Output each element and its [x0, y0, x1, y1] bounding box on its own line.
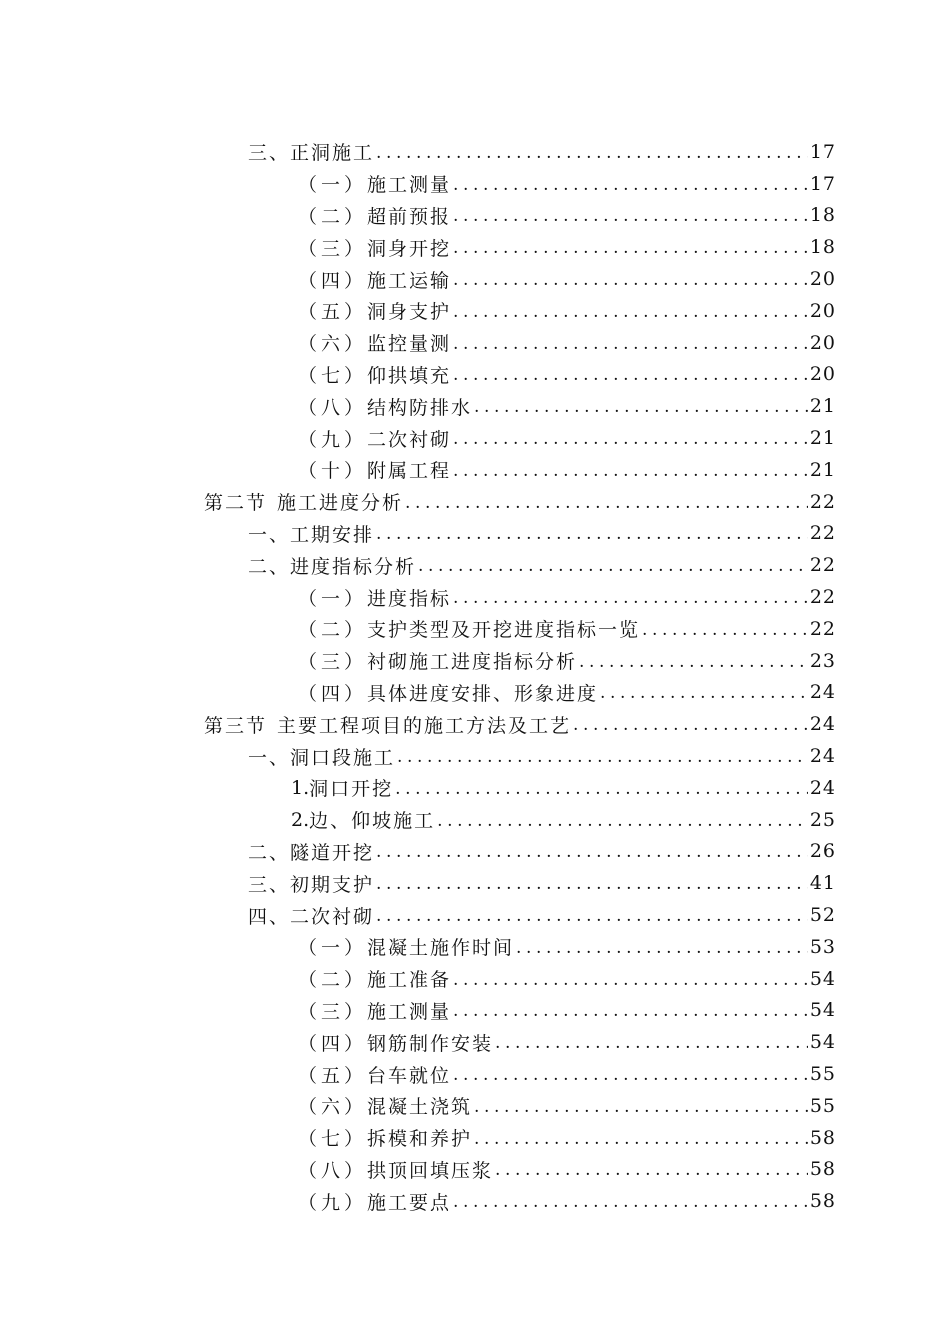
toc-entry-page-number: 23	[809, 649, 836, 672]
toc-entry[interactable]	[0, 645, 950, 677]
toc-entry-title: 洞口段施工	[290, 746, 396, 769]
toc-entry-number: （六）	[298, 333, 368, 356]
toc-dot-leader	[453, 334, 808, 359]
toc-entry-page-number: 22	[809, 554, 836, 577]
toc-entry-page-number: 52	[809, 904, 836, 927]
toc-entry-page-number: 54	[809, 1031, 836, 1054]
toc-entry-title: 钢筋制作安装	[367, 1032, 494, 1055]
toc-entry-number: （九）	[298, 1191, 368, 1214]
toc-entry-page-number: 18	[809, 204, 836, 227]
toc-entry[interactable]	[0, 231, 950, 263]
toc-entry[interactable]	[0, 454, 950, 486]
toc-entry-title: 工期安排	[290, 523, 375, 546]
toc-dot-leader	[405, 493, 808, 518]
toc-dot-leader	[453, 270, 808, 295]
toc-entry[interactable]	[0, 899, 950, 931]
toc-entry-page-number: 54	[809, 999, 836, 1022]
toc-entry-title: 边、仰坡施工	[309, 810, 436, 833]
toc-entry[interactable]	[0, 1058, 950, 1090]
toc-entry[interactable]	[0, 263, 950, 295]
toc-entry-title: 主要工程项目的施工方法及工艺	[277, 714, 572, 737]
toc-entry[interactable]	[0, 327, 950, 359]
toc-entry-title: 附属工程	[367, 460, 452, 483]
toc-entry-title: 混凝土施作时间	[367, 937, 515, 960]
toc-entry[interactable]	[0, 740, 950, 772]
toc-entry-number: 一、	[248, 746, 291, 769]
toc-entry[interactable]	[0, 613, 950, 645]
toc-entry-number: （八）	[298, 396, 368, 419]
toc-dot-leader	[495, 1033, 808, 1058]
toc-entry[interactable]	[0, 804, 950, 836]
toc-entry-title: 初期支护	[290, 873, 375, 896]
toc-dot-leader	[453, 302, 808, 327]
toc-entry-number: （七）	[298, 364, 368, 387]
toc-entry-page-number: 20	[809, 363, 836, 386]
toc-dot-leader	[453, 1065, 808, 1090]
toc-dot-leader	[600, 683, 808, 708]
toc-dot-leader	[418, 556, 808, 581]
toc-entry-page-number: 54	[809, 967, 836, 990]
toc-entry-title: 超前预报	[367, 205, 452, 228]
toc-dot-leader	[376, 143, 808, 168]
toc-entry[interactable]	[0, 359, 950, 391]
toc-entry-number: 三、	[248, 142, 291, 165]
toc-entry[interactable]	[0, 486, 950, 518]
toc-entry[interactable]	[0, 1122, 950, 1154]
toc-entry-page-number: 58	[809, 1190, 836, 1213]
toc-entry-page-number: 21	[809, 427, 836, 450]
toc-entry-page-number: 21	[809, 395, 836, 418]
toc-entry-number: 1.	[291, 776, 310, 799]
toc-entry-page-number: 24	[809, 776, 836, 799]
toc-dot-leader	[453, 429, 808, 454]
toc-entry-page-number: 22	[809, 522, 836, 545]
toc-entry[interactable]	[0, 708, 950, 740]
toc-entry-title: 具体进度安排、形象进度	[367, 682, 599, 705]
toc-dot-leader	[453, 238, 808, 263]
toc-entry-page-number: 22	[809, 490, 836, 513]
table-of-contents	[0, 136, 950, 1217]
toc-entry-number: 第三节	[204, 714, 268, 737]
toc-entry[interactable]	[0, 995, 950, 1027]
toc-dot-leader	[474, 1097, 808, 1122]
toc-entry-title: 二次衬砌	[367, 428, 452, 451]
toc-entry-title: 洞口开挖	[309, 778, 394, 801]
toc-entry-number: （二）	[298, 969, 368, 992]
toc-dot-leader	[495, 1160, 808, 1185]
toc-entry-page-number: 55	[809, 1063, 836, 1085]
toc-entry-number: （四）	[298, 682, 368, 705]
toc-entry-number: （五）	[298, 1064, 368, 1087]
toc-entry[interactable]	[0, 1026, 950, 1058]
toc-entry-page-number: 20	[809, 331, 836, 354]
toc-dot-leader	[453, 206, 808, 231]
toc-entry-number: （二）	[298, 205, 368, 228]
toc-dot-leader	[453, 588, 808, 613]
toc-entry-number: （三）	[298, 651, 368, 674]
toc-entry[interactable]	[0, 931, 950, 963]
toc-entry-page-number: 58	[809, 1126, 836, 1149]
toc-entry-page-number: 17	[809, 172, 836, 195]
toc-entry-number: 第二节	[204, 492, 268, 515]
toc-dot-leader	[376, 906, 808, 931]
toc-entry-title: 拱顶回填压浆	[367, 1159, 494, 1182]
toc-entry-number: （十）	[298, 460, 368, 483]
toc-dot-leader	[376, 842, 808, 867]
toc-entry-title: 隧道开挖	[290, 841, 375, 864]
toc-entry-title: 拆模和养护	[367, 1128, 473, 1151]
toc-entry-page-number: 24	[809, 713, 836, 736]
toc-entry-title: 进度指标	[367, 587, 452, 610]
toc-entry[interactable]	[0, 390, 950, 422]
toc-dot-leader	[453, 365, 808, 390]
toc-entry-page-number: 22	[809, 617, 836, 640]
toc-entry-number: 三、	[248, 873, 291, 896]
toc-dot-leader	[573, 715, 808, 740]
toc-entry-title: 施工测量	[367, 174, 452, 197]
toc-dot-leader	[397, 747, 808, 772]
toc-entry[interactable]	[0, 549, 950, 581]
toc-entry-page-number: 58	[809, 1158, 836, 1181]
toc-entry-number: （九）	[298, 428, 368, 451]
toc-entry[interactable]	[0, 422, 950, 454]
toc-entry-number: （八）	[298, 1159, 368, 1182]
toc-entry-number: 二、	[248, 841, 291, 864]
toc-entry-number: （三）	[298, 237, 368, 260]
toc-entry-number: （一）	[298, 174, 368, 197]
toc-entry-title: 支护类型及开挖进度指标一览	[367, 619, 641, 642]
toc-entry[interactable]	[0, 518, 950, 550]
toc-entry-page-number: 24	[809, 745, 836, 768]
toc-entry-title: 正洞施工	[290, 142, 375, 165]
toc-entry[interactable]	[0, 200, 950, 232]
toc-entry-title: 二次衬砌	[290, 905, 375, 928]
toc-entry-title: 监控量测	[367, 333, 452, 356]
toc-entry[interactable]	[0, 867, 950, 899]
toc-dot-leader	[453, 461, 808, 486]
toc-dot-leader	[579, 652, 808, 677]
toc-dot-leader	[516, 938, 808, 963]
toc-entry-page-number: 18	[809, 236, 836, 259]
toc-entry-page-number: 26	[809, 840, 836, 863]
toc-entry-title: 施工要点	[367, 1191, 452, 1214]
toc-entry-page-number: 21	[809, 458, 836, 481]
toc-entry-title: 洞身支护	[367, 301, 452, 324]
toc-entry-title: 施工测量	[367, 1000, 452, 1023]
toc-entry-page-number: 55	[809, 1094, 836, 1117]
toc-entry-title: 洞身开挖	[367, 237, 452, 260]
toc-dot-leader	[474, 1129, 808, 1154]
toc-entry[interactable]	[0, 1090, 950, 1122]
toc-entry[interactable]	[0, 677, 950, 709]
toc-entry-number: 二、	[248, 555, 291, 578]
toc-dot-leader	[453, 1001, 808, 1026]
toc-entry-page-number: 25	[809, 808, 836, 831]
toc-dot-leader	[474, 397, 808, 422]
toc-dot-leader	[437, 811, 808, 836]
toc-entry-number: （三）	[298, 1000, 368, 1023]
toc-entry-title: 施工准备	[367, 969, 452, 992]
toc-dot-leader	[395, 779, 808, 804]
toc-entry-number: （一）	[298, 937, 368, 960]
toc-entry-page-number: 24	[809, 681, 836, 704]
toc-entry-page-number: 22	[809, 586, 836, 609]
toc-entry-number: （五）	[298, 301, 368, 324]
toc-entry-page-number: 53	[809, 935, 836, 958]
toc-entry[interactable]	[0, 136, 950, 168]
toc-entry-page-number: 41	[809, 872, 836, 895]
toc-entry-title: 结构防排水	[367, 396, 473, 419]
toc-entry-title: 施工进度分析	[277, 492, 404, 515]
toc-entry-title: 施工运输	[367, 269, 452, 292]
toc-entry[interactable]	[0, 963, 950, 995]
toc-entry[interactable]	[0, 168, 950, 200]
toc-entry-title: 混凝土浇筑	[367, 1096, 473, 1119]
toc-entry-number: （六）	[298, 1096, 368, 1119]
toc-dot-leader	[376, 524, 808, 549]
toc-entry-number: （四）	[298, 269, 368, 292]
toc-entry[interactable]	[0, 772, 950, 804]
toc-entry-number: （七）	[298, 1128, 368, 1151]
toc-entry[interactable]	[0, 295, 950, 327]
toc-entry-title: 进度指标分析	[290, 555, 417, 578]
toc-entry[interactable]	[0, 836, 950, 868]
toc-entry-number: 四、	[248, 905, 291, 928]
toc-entry-title: 仰拱填充	[367, 364, 452, 387]
toc-entry-number: （一）	[298, 587, 368, 610]
toc-dot-leader	[453, 1192, 808, 1217]
toc-dot-leader	[642, 620, 808, 645]
toc-entry[interactable]	[0, 1185, 950, 1217]
toc-entry-number: （二）	[298, 619, 368, 642]
toc-entry-title: 台车就位	[367, 1064, 452, 1087]
toc-entry-page-number: 20	[809, 268, 836, 291]
toc-entry[interactable]	[0, 581, 950, 613]
toc-entry-page-number: 17	[809, 140, 836, 163]
toc-dot-leader	[453, 175, 808, 200]
toc-entry[interactable]	[0, 1154, 950, 1186]
toc-entry-title: 衬砌施工进度指标分析	[367, 651, 578, 674]
toc-entry-number: 一、	[248, 523, 291, 546]
toc-entry-number: （四）	[298, 1032, 368, 1055]
toc-entry-number: 2.	[291, 808, 310, 831]
toc-dot-leader	[453, 970, 808, 995]
toc-entry-page-number: 20	[809, 299, 836, 322]
toc-dot-leader	[376, 874, 808, 899]
